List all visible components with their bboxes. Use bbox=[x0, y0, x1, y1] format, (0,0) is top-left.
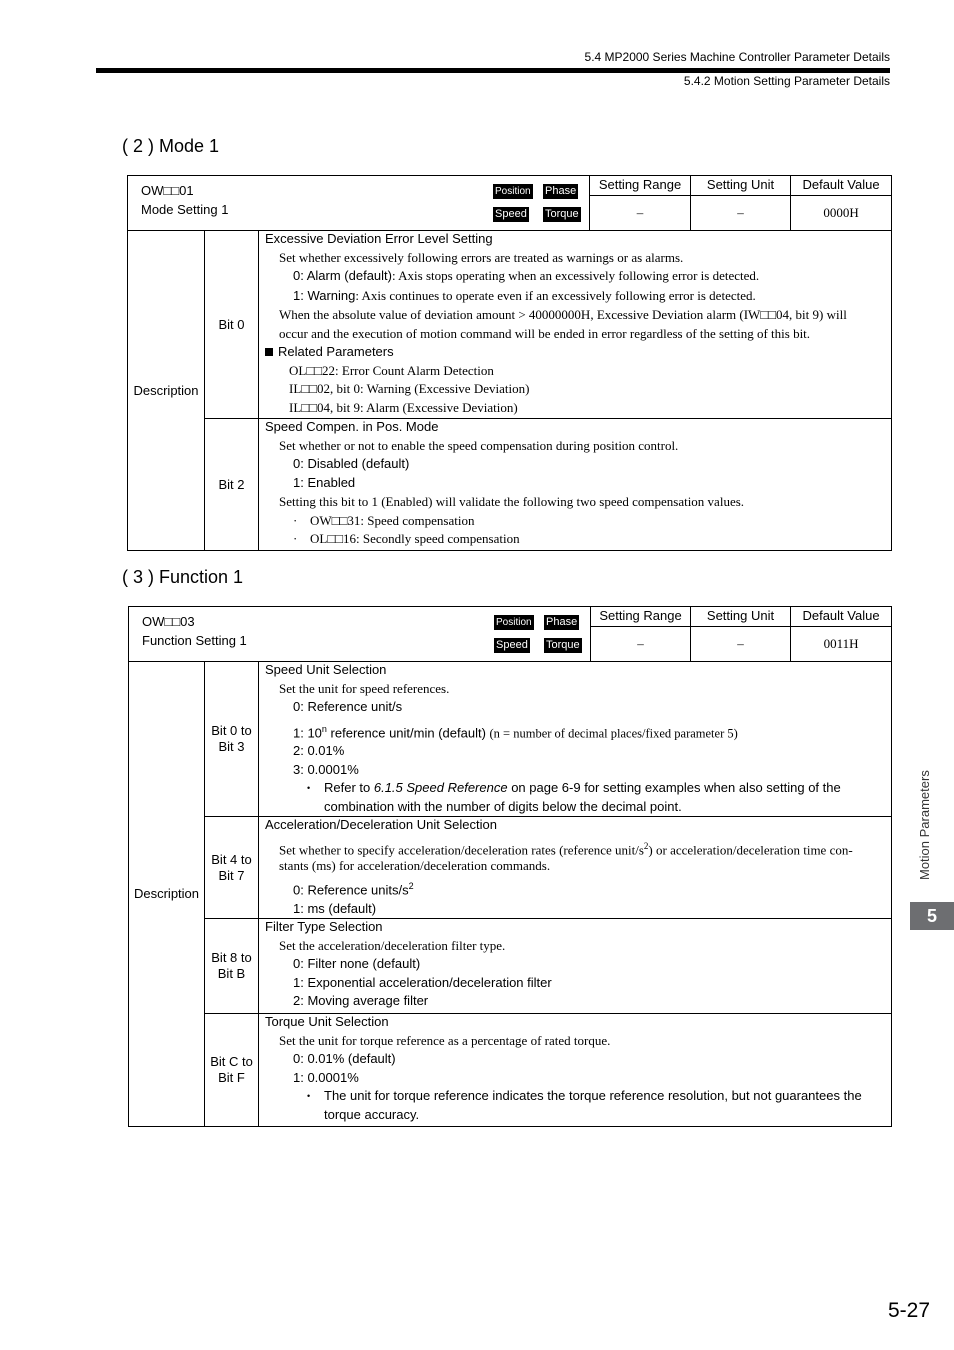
function1-default: 0011H bbox=[791, 627, 892, 662]
running-header-subsection: 5.4.2 Motion Setting Parameter Details bbox=[683, 74, 890, 88]
chapter-tab: 5 bbox=[910, 902, 954, 930]
bits4-7-label: Bit 4 to Bit 7 bbox=[205, 817, 259, 919]
bitsc-f-opt1: 1: 0.0001% bbox=[293, 1069, 359, 1085]
mode1-table bbox=[127, 175, 892, 551]
bit0-opt1: 1: Warning: Axis continues to operate even if an excessively following error is detected. bbox=[293, 287, 756, 303]
bitsc-f-opt0: 0: 0.01% (default) bbox=[293, 1051, 396, 1067]
badge-phase: Phase bbox=[546, 616, 578, 628]
bit2-item2: · OL□□16: Secondly speed compensation bbox=[265, 530, 885, 549]
function1-description-label: Description bbox=[129, 662, 205, 1127]
bits8-b-content bbox=[259, 919, 892, 1014]
bitsc-f-label: Bit C to Bit F bbox=[205, 1014, 259, 1127]
function1-heading: ( 3 ) Function 1 bbox=[122, 567, 244, 587]
col-default-value: Default Value bbox=[791, 176, 892, 196]
mode1-description-label: Description bbox=[128, 231, 205, 551]
bits8-b-desc: Set the acceleration/deceleration filter type. bbox=[279, 937, 506, 953]
function1-register-cell bbox=[129, 607, 591, 662]
function1-table bbox=[128, 606, 892, 1127]
bits8-b-opt0: 0: Filter none (default) bbox=[293, 956, 421, 972]
running-header-section: 5.4 MP2000 Series Machine Controller Parameter Details bbox=[584, 50, 890, 64]
bit2-title: Speed Compen. in Pos. Mode bbox=[265, 419, 439, 434]
mode1-bit2-label: Bit 2 bbox=[205, 419, 259, 551]
bits4-7-opt1: 1: ms (default) bbox=[293, 900, 377, 916]
bit0-note-line1: When the absolute value of deviation amount > 40000000H, Excessive Deviation alarm (IW□□04, bit 9) will bbox=[279, 307, 847, 322]
col-setting-unit: Setting Unit bbox=[691, 176, 791, 196]
bit0-opt0: 0: Alarm (default): Axis stops operating when an excessively following error is detected. bbox=[293, 268, 760, 283]
mode1-default: 0000H bbox=[791, 196, 892, 231]
dot-bullet-icon: · bbox=[293, 512, 298, 528]
mode1-heading: ( 2 ) Mode 1 bbox=[122, 136, 220, 156]
dot-bullet-icon: · bbox=[293, 531, 298, 546]
mode1-register-cell bbox=[128, 176, 590, 231]
badge-phase: Phase bbox=[545, 185, 577, 197]
bits0-3-title: Speed Unit Selection bbox=[265, 662, 387, 677]
bit2-desc: Set whether or not to enable the speed compensation during position control. bbox=[279, 437, 679, 453]
bit2-item1: · OW□□31: Speed compensation bbox=[265, 512, 885, 531]
speed-reference-link[interactable]: 6.1.5 Speed Reference bbox=[373, 780, 508, 796]
bitsc-f-content bbox=[259, 1014, 892, 1127]
bits0-3-content bbox=[259, 662, 892, 817]
page-number: 5-27 bbox=[887, 1299, 930, 1322]
bitsc-f-desc: Set the unit for torque reference as a percentage of rated torque. bbox=[279, 1032, 611, 1048]
bitsc-f-title: Torque Unit Selection bbox=[265, 1014, 389, 1030]
badge-torque: Torque bbox=[545, 208, 579, 220]
bits8-b-label: Bit 8 to Bit B bbox=[205, 919, 259, 1014]
badge-speed: Speed bbox=[496, 639, 528, 651]
col-setting-range: Setting Range bbox=[590, 176, 691, 196]
badge-position: Position bbox=[495, 186, 531, 197]
function1-range: – bbox=[591, 627, 691, 662]
bits4-7-content bbox=[259, 817, 892, 919]
badge-position: Position bbox=[496, 617, 532, 628]
bits0-3-opt2: 2: 0.01% bbox=[293, 743, 345, 759]
bit2-opt0: 0: Disabled (default) bbox=[293, 456, 410, 471]
square-bullet-icon bbox=[265, 348, 273, 356]
bit0-related-2: IL□□02, bit 0: Warning (Excessive Deviation) bbox=[289, 381, 530, 396]
function1-unit: – bbox=[691, 627, 791, 662]
bit0-related-1: OL□□22: Error Count Alarm Detection bbox=[289, 362, 494, 378]
bits4-7-desc: Set whether to specify acceleration/deceleration rates (reference unit/$s^2$) or acceleration/deceleration time con- stants (ms) for acceleration/deceleration commands. bbox=[279, 840, 853, 874]
bit0-desc: Set whether excessively following errors are treated as warnings or as alarms. bbox=[279, 249, 684, 265]
bits4-7-title: Acceleration/Deceleration Unit Selection bbox=[265, 817, 497, 833]
col-default-value: Default Value bbox=[791, 607, 892, 627]
bits8-b-title: Filter Type Selection bbox=[265, 919, 383, 935]
mode1-name: Mode Setting 1 bbox=[141, 202, 229, 217]
mode1-register: OW□□01 bbox=[141, 183, 194, 198]
bits8-b-opt2: 2: Moving average filter bbox=[293, 993, 429, 1009]
side-chapter-label: Motion Parameters bbox=[917, 770, 932, 880]
header-rule bbox=[96, 68, 890, 73]
bit0-related-heading: Related Parameters bbox=[265, 343, 885, 362]
bits4-7-opt0: 0: Reference units/$s^2$ bbox=[293, 881, 414, 898]
bits0-3-bullet: • Refer to 6.1.5 Speed Reference on page 6-9 for setting examples when also setting of the combination with the number of digits below the decimal point. bbox=[307, 780, 841, 814]
badge-torque: Torque bbox=[546, 639, 580, 651]
mode1-range: – bbox=[590, 196, 691, 231]
mode1-unit: – bbox=[691, 196, 791, 231]
mode1-bit0-content bbox=[259, 231, 892, 419]
bit0-note-line2: occur and the execution of motion command will be ended in error regardless of the setting of this bit. bbox=[279, 325, 811, 341]
col-setting-range: Setting Range bbox=[591, 607, 691, 627]
bit2-note: Setting this bit to 1 (Enabled) will validate the following two speed compensation values. bbox=[279, 494, 745, 509]
bits0-3-opt3: 3: 0.0001% bbox=[293, 761, 359, 777]
col-setting-unit: Setting Unit bbox=[691, 607, 791, 627]
bits0-3-opt1: 1: 10$^n$ reference unit/min (default) (n = number of decimal places/fixed parameter 5) bbox=[293, 723, 738, 740]
bitsc-f-bullet: • The unit for torque reference indicates the torque reference resolution, but not guarantees the torque accuracy. bbox=[307, 1088, 862, 1122]
bit0-related-3: IL□□04, bit 9: Alarm (Excessive Deviation) bbox=[289, 399, 518, 415]
bits0-3-label: Bit 0 to Bit 3 bbox=[205, 662, 259, 817]
bit0-title: Excessive Deviation Error Level Setting bbox=[265, 231, 493, 246]
bits0-3-desc: Set the unit for speed references. bbox=[279, 680, 450, 696]
function1-name: Function Setting 1 bbox=[142, 633, 247, 648]
bullet-icon: • bbox=[307, 783, 311, 794]
badge-speed: Speed bbox=[495, 208, 527, 220]
bits0-3-opt0: 0: Reference unit/s bbox=[293, 699, 403, 714]
mode1-bit2-content bbox=[259, 419, 892, 551]
bits8-b-opt1: 1: Exponential acceleration/deceleration filter bbox=[293, 974, 552, 990]
mode1-bit0-label: Bit 0 bbox=[205, 231, 259, 419]
bullet-icon: • bbox=[307, 1091, 311, 1102]
function1-register: OW□□03 bbox=[142, 614, 195, 629]
bit2-opt1: 1: Enabled bbox=[293, 474, 356, 490]
